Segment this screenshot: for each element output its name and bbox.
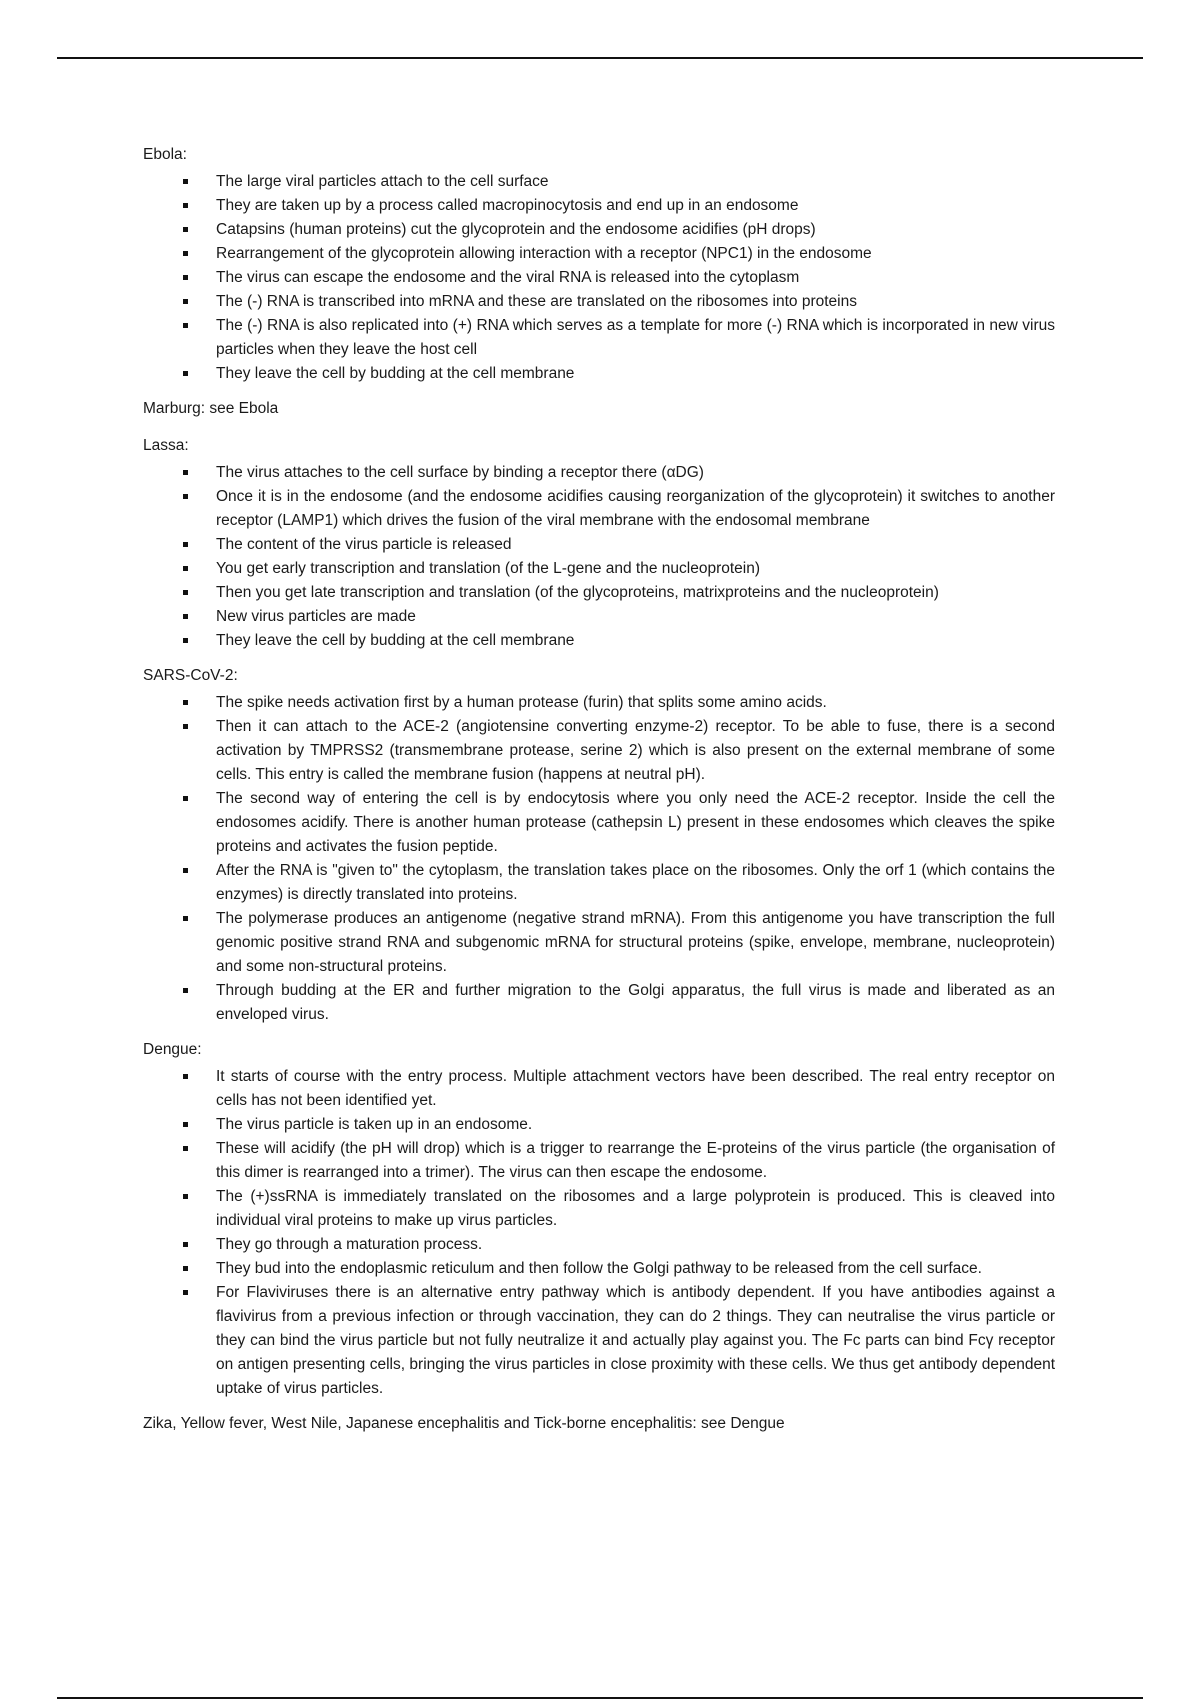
list-item: Once it is in the endosome (and the endosome acidifies causing reorganization of the glycoprotein) it switches to another receptor (LAMP1) which drives the fusion of the viral membrane with the endosomal membrane <box>143 485 1055 533</box>
section-heading: Lassa: <box>143 437 189 454</box>
list-item: The virus attaches to the cell surface by binding a receptor there (αDG) <box>143 461 1055 485</box>
list-item: These will acidify (the pH will drop) which is a trigger to rearrange the E-proteins of the virus particle (the organisation of this dimer is rearranged into a trimer). The virus can then escape the endosome. <box>143 1137 1055 1185</box>
list-item: They leave the cell by budding at the cell membrane <box>143 362 1055 386</box>
list-item: For Flaviviruses there is an alternative entry pathway which is antibody dependent. If you have antibodies against a flavivirus from a previous infection or through vaccination, they can do 2 things. They can neutralise the virus particle or they can bind the virus particle but not fully neutralize it and actually play against you. The Fc parts can bind Fcγ receptor on antigen presenting cells, bringing the virus particles in close proximity with these cells. We thus get antibody dependent uptake of virus particles. <box>143 1281 1055 1401</box>
note-flaviviruses: Zika, Yellow fever, West Nile, Japanese encephalitis and Tick-borne encephalitis: see Dengue <box>143 1415 785 1432</box>
list-item: After the RNA is "given to" the cytoplasm, the translation takes place on the ribosomes. Only the orf 1 (which contains the enzymes) is directly translated into proteins. <box>143 859 1055 907</box>
list-item: The virus can escape the endosome and the viral RNA is released into the cytoplasm <box>143 266 1055 290</box>
note-marburg: Marburg: see Ebola <box>143 400 279 417</box>
list-item: The (-) RNA is transcribed into mRNA and these are translated on the ribosomes into proteins <box>143 290 1055 314</box>
list-item: They are taken up by a process called macropinocytosis and end up in an endosome <box>143 194 1055 218</box>
list-item: The content of the virus particle is released <box>143 533 1055 557</box>
bullet-list <box>143 1065 1055 1401</box>
header-rule <box>57 57 1143 59</box>
list-item: They go through a maturation process. <box>143 1233 1055 1257</box>
section-heading: Dengue: <box>143 1041 202 1058</box>
list-item: The polymerase produces an antigenome (negative strand mRNA). From this antigenome you have transcription the full genomic positive strand RNA and subgenomic mRNA for structural proteins (spike, envelope, membrane, nucleoprotein) and some non-structural proteins. <box>143 907 1055 979</box>
list-item: The second way of entering the cell is by endocytosis where you only need the ACE-2 receptor. Inside the cell the endosomes acidify. There is another human protease (cathepsin L) present in these endosomes which cleaves the spike proteins and activates the fusion peptide. <box>143 787 1055 859</box>
list-item: Through budding at the ER and further migration to the Golgi apparatus, the full virus is made and liberated as an enveloped virus. <box>143 979 1055 1027</box>
section-ebola <box>143 143 1055 386</box>
section-dengue <box>143 1038 1055 1401</box>
list-item: They bud into the endoplasmic reticulum and then follow the Golgi pathway to be released from the cell surface. <box>143 1257 1055 1281</box>
section-heading: SARS-CoV-2: <box>143 667 238 684</box>
list-item: The large viral particles attach to the cell surface <box>143 170 1055 194</box>
list-item: The virus particle is taken up in an endosome. <box>143 1113 1055 1137</box>
bullet-list <box>143 461 1055 653</box>
list-item: Catapsins (human proteins) cut the glycoprotein and the endosome acidifies (pH drops) <box>143 218 1055 242</box>
list-item: It starts of course with the entry process. Multiple attachment vectors have been described. The real entry receptor on cells has not been identified yet. <box>143 1065 1055 1113</box>
section-sars-cov-2 <box>143 664 1055 1027</box>
list-item: Rearrangement of the glycoprotein allowing interaction with a receptor (NPC1) in the endosome <box>143 242 1055 266</box>
section-lassa <box>143 434 1055 653</box>
bullet-list <box>143 170 1055 386</box>
list-item: The spike needs activation first by a human protease (furin) that splits some amino acids. <box>143 691 1055 715</box>
list-item: You get early transcription and translation (of the L-gene and the nucleoprotein) <box>143 557 1055 581</box>
list-item: They leave the cell by budding at the cell membrane <box>143 629 1055 653</box>
list-item: Then you get late transcription and translation (of the glycoproteins, matrixproteins and the nucleoprotein) <box>143 581 1055 605</box>
section-heading: Ebola: <box>143 146 187 163</box>
footer-rule <box>57 1697 1143 1699</box>
document-body <box>143 143 1055 1449</box>
list-item: Then it can attach to the ACE-2 (angiotensine converting enzyme-2) receptor. To be able to fuse, there is a second activation by TMPRSS2 (transmembrane protease, serine 2) which is also present on the external membrane of some cells. This entry is called the membrane fusion (happens at neutral pH). <box>143 715 1055 787</box>
bullet-list <box>143 691 1055 1027</box>
list-item: The (-) RNA is also replicated into (+) RNA which serves as a template for more (-) RNA which is incorporated in new virus particles when they leave the host cell <box>143 314 1055 362</box>
list-item: The (+)ssRNA is immediately translated on the ribosomes and a large polyprotein is produced. This is cleaved into individual viral proteins to make up virus particles. <box>143 1185 1055 1233</box>
list-item: New virus particles are made <box>143 605 1055 629</box>
